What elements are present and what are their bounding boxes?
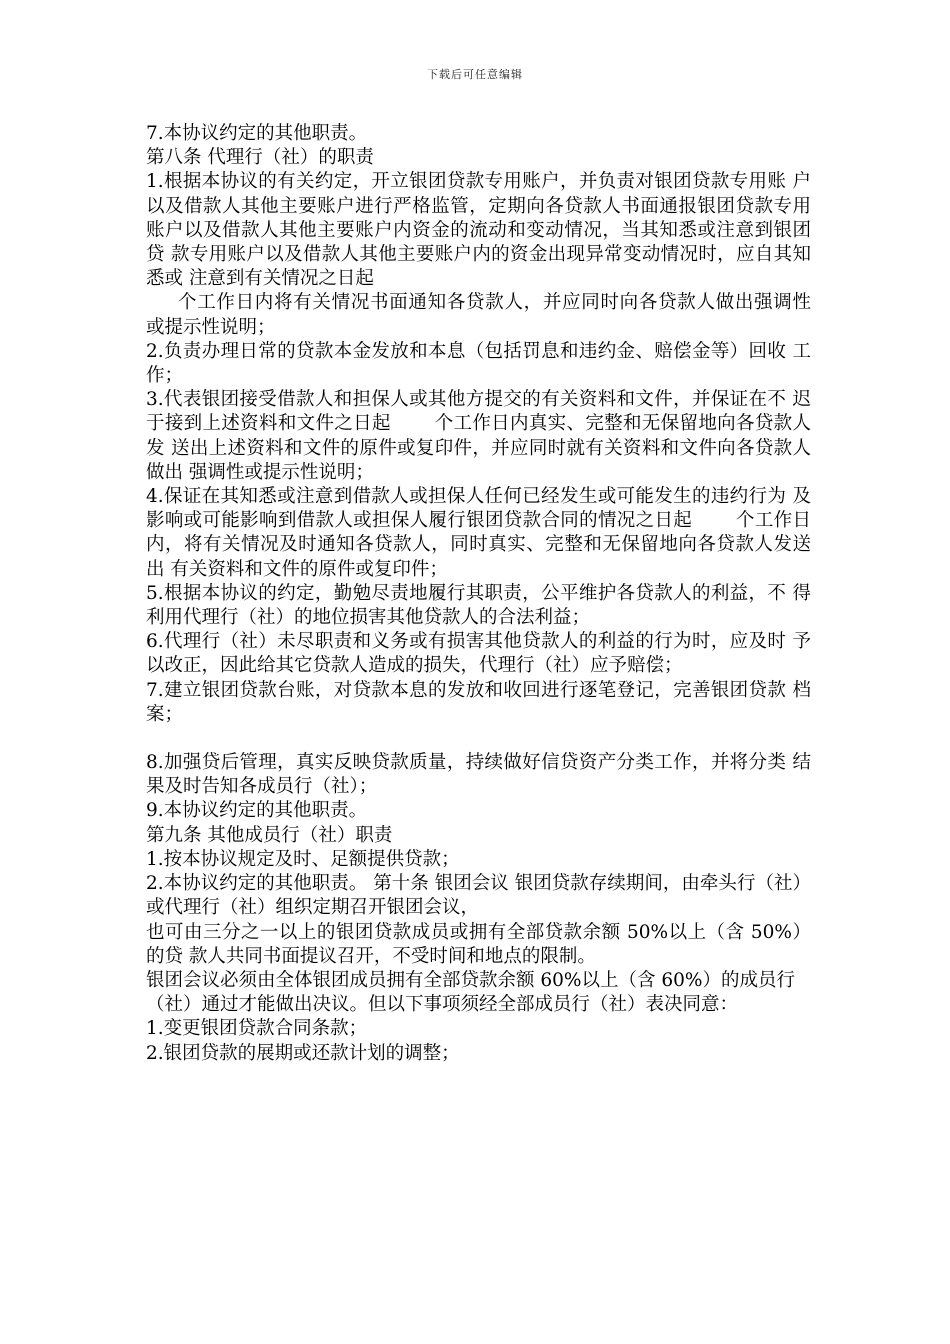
paragraph: 1.变更银团贷款合同条款； xyxy=(146,1018,368,1040)
paragraph: 3.代表银团接受借款人和担保人或其他方提交的有关资料和文件，并保证在不 迟于接到上述资料和文件之日起 个工作日内真实、完整和无保留地向各贷款人发 送出上述资料和文件的原件或复印件，并应同时就有关资料和文件向各贷款人做出 强调性或提示性说明； xyxy=(146,389,811,483)
paragraph: 7.本协议约定的其他职责。 xyxy=(146,123,368,144)
paragraph: 7.建立银团贷款台账，对贷款本息的发放和收回进行逐笔登记，完善银团贷款 档案； xyxy=(146,679,811,725)
paragraph: 6.代理行（社）未尽职责和义务或有损害其他贷款人的利益的行为时，应及时 予以改正，因此给其它贷款人造成的损失，代理行（社）应予赔偿； xyxy=(146,631,811,677)
page-header: 下载后可任意编辑 xyxy=(427,68,523,81)
paragraph: 9.本协议约定的其他职责。 xyxy=(146,800,368,822)
paragraph: 银团会议必须由全体银团成员拥有全部贷款余额 60%以上（含 60%）的成员行 xyxy=(146,969,796,991)
section-heading: 第九条 其他成员行（社）职责 xyxy=(146,824,393,846)
paragraph: （社）通过才能做出决议。但以下事项须经全部成员行（社）表决同意： xyxy=(146,994,739,1016)
paragraph: 1.根据本协议的有关约定，开立银团贷款专用账户，并负责对银团贷款专用账 户以及借款人其他主要账户进行严格监管，定期向各贷款人书面通报银团贷款专用 账户以及借款人其他主要账户内资金的流动和变动情况，当其知悉或注意到银团贷 款专用账户以及借款人其他主要账户内的资金出现异常变动情况时，应自其知悉或 注意到有关情况之日起 xyxy=(146,171,811,290)
paragraph: 5.根据本协议的约定，勤勉尽责地履行其职责，公平维护各贷款人的利益，不 得利用代理行（社）的地位损害其他贷款人的合法利益； xyxy=(146,582,811,629)
paragraph: 也可由三分之一以上的银团贷款成员或拥有全部贷款余额 50%以上（含 50%）的贷 款人共同书面提议召开，不受时间和地点的限制。 xyxy=(146,921,811,967)
paragraph: 1.按本协议规定及时、足额提供贷款； xyxy=(146,848,460,870)
paragraph: 2.本协议约定的其他职责。 第十条 银团会议 银团贷款存续期间，由牵头行（社）或代理行（社）组织定期召开银团会议， xyxy=(146,873,811,919)
paragraph: 个工作日内将有关情况书面通知各贷款人，并应同时向各贷款人做出强调性 或提示性说明； xyxy=(146,292,811,338)
paragraph: 8.加强贷后管理，真实反映贷款质量，持续做好信贷资产分类工作，并将分类 结果及时告知各成员行（社）； xyxy=(146,752,811,798)
paragraph: 2.银团贷款的展期或还款计划的调整； xyxy=(146,1042,460,1064)
paragraph: 2.负责办理日常的贷款本金发放和本息（包括罚息和违约金、赔偿金等）回收 工作； xyxy=(146,340,811,387)
section-heading: 第八条 代理行（社）的职责 xyxy=(146,147,374,169)
paragraph: 4.保证在其知悉或注意到借款人或担保人任何已经发生或可能发生的违约行为 及影响或可能影响到借款人或担保人履行银团贷款合同的情况之日起 个工作日 内，将有关情况及时通知各贷款人，同时真实、完整和无保留地向各贷款人发送出 有关资料和文件的原件或复印件； xyxy=(146,486,811,580)
document-body xyxy=(146,122,811,1066)
